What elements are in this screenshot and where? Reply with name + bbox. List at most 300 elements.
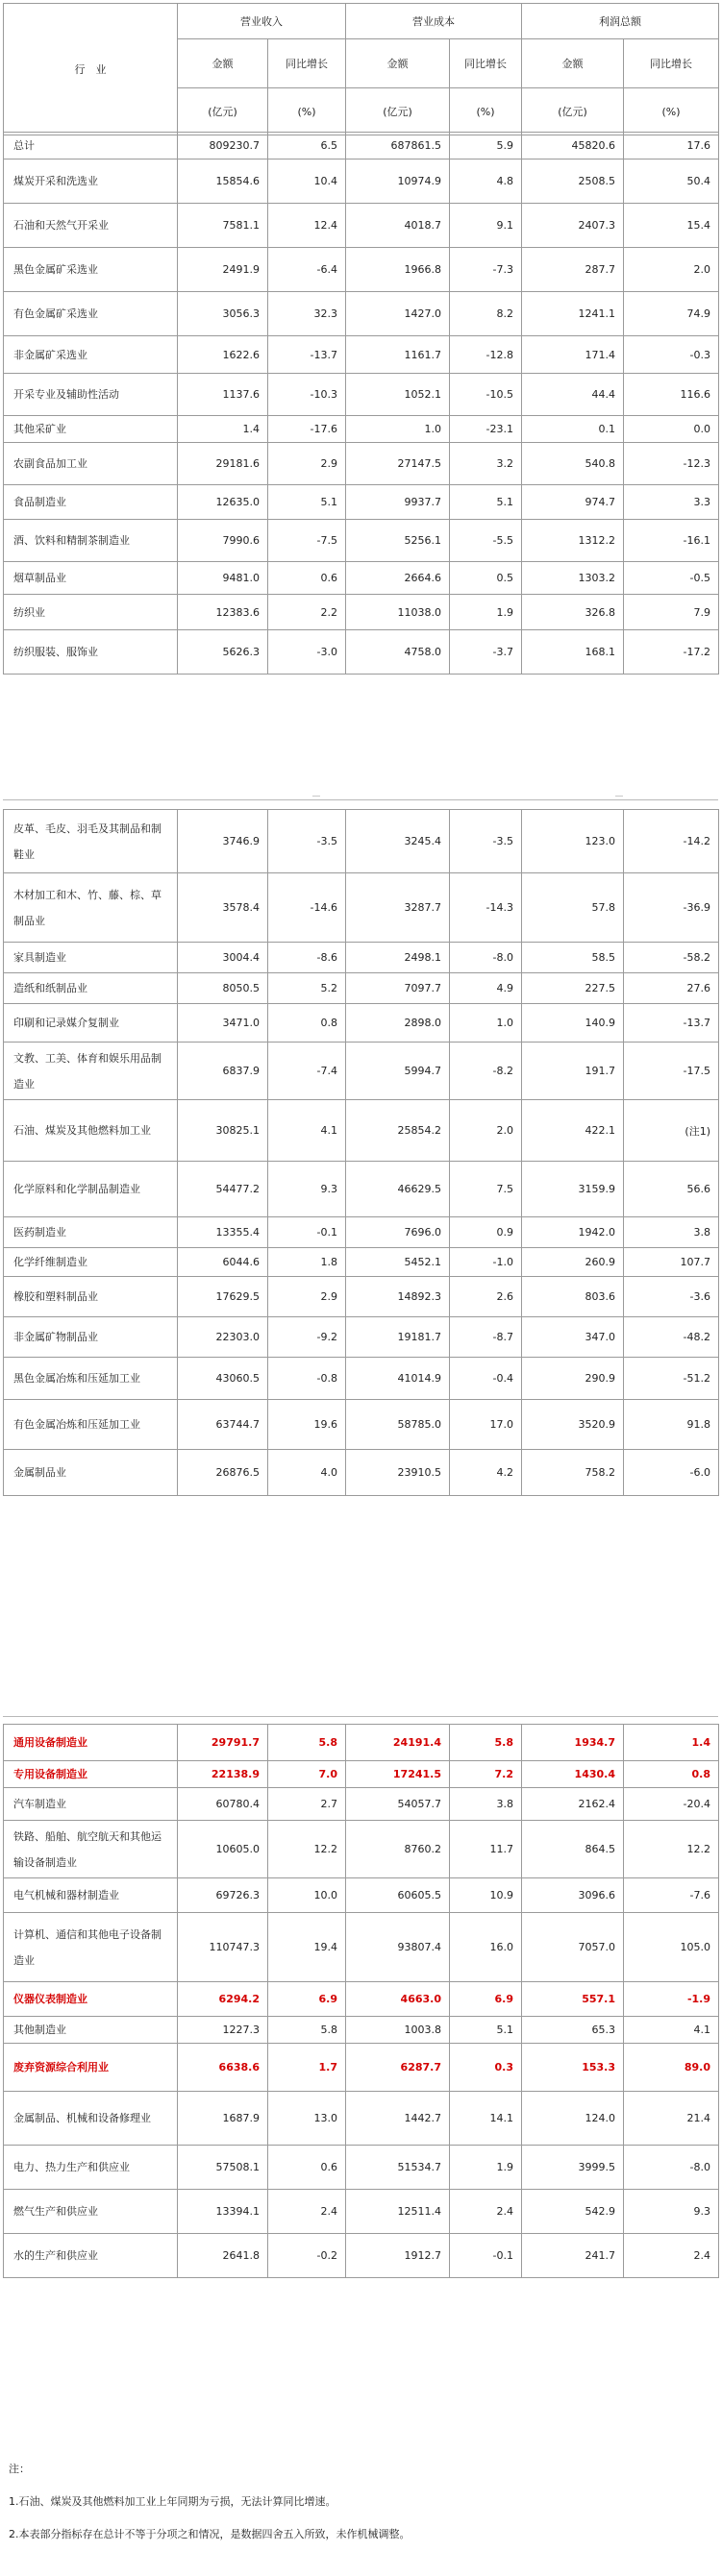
profit-amount: 123.0 [522, 810, 624, 873]
table-row [4, 1248, 719, 1277]
profit-amount: 45820.6 [522, 133, 624, 159]
note-item: 2.本表部分指标存在总计不等于分项之和情况，是数据四舍五入所致，未作机械调整。 [9, 2528, 411, 2540]
cost-amount: 1442.7 [346, 2092, 450, 2146]
cost-growth: 8.2 [450, 292, 522, 336]
profit-growth: -1.9 [624, 1982, 719, 2017]
profit-growth: 1.4 [624, 1725, 719, 1761]
profit-amount: 1942.0 [522, 1217, 624, 1248]
industry-name: 水的生产和供应业 [4, 2234, 178, 2278]
revenue-amount: 3746.9 [178, 810, 268, 873]
industry-name: 烟草制品业 [4, 562, 178, 595]
table-row [4, 1725, 719, 1761]
industry-name: 废弃资源综合利用业 [4, 2044, 178, 2092]
revenue-growth: -6.4 [268, 248, 346, 292]
revenue-amount: 5626.3 [178, 630, 268, 675]
profit-amount: 1241.1 [522, 292, 624, 336]
cost-amount: 687861.5 [346, 133, 450, 159]
revenue-amount: 7990.6 [178, 520, 268, 562]
profit-amount: 44.4 [522, 374, 624, 416]
table-row [4, 1162, 719, 1217]
revenue-growth: 10.4 [268, 159, 346, 204]
table-row [4, 973, 719, 1004]
industry-name: 总计 [4, 133, 178, 159]
revenue-amount: 29791.7 [178, 1725, 268, 1761]
profit-growth: -13.7 [624, 1004, 719, 1043]
cost-amount: 23910.5 [346, 1450, 450, 1496]
header-revenue: 营业收入 [178, 4, 346, 39]
industry-name: 家具制造业 [4, 943, 178, 973]
profit-amount: 1934.7 [522, 1725, 624, 1761]
profit-amount: 1430.4 [522, 1761, 624, 1788]
profit-growth: 107.7 [624, 1248, 719, 1277]
cost-amount: 19181.7 [346, 1317, 450, 1358]
revenue-growth: 9.3 [268, 1162, 346, 1217]
revenue-growth: -8.6 [268, 943, 346, 973]
header-unit-growth: (%) [268, 88, 346, 135]
revenue-amount: 12635.0 [178, 485, 268, 520]
profit-growth: 17.6 [624, 133, 719, 159]
table-row [4, 416, 719, 443]
page-break [0, 1712, 722, 1724]
profit-growth: 56.6 [624, 1162, 719, 1217]
header-growth: 同比增长 [450, 39, 522, 88]
table-row [4, 248, 719, 292]
industry-name: 煤炭开采和洗选业 [4, 159, 178, 204]
cost-growth: -8.0 [450, 943, 522, 973]
header-unit-amount: (亿元) [178, 88, 268, 135]
table-row [4, 443, 719, 485]
industry-name: 专用设备制造业 [4, 1761, 178, 1788]
table-row [4, 2092, 719, 2146]
profit-growth: 2.0 [624, 248, 719, 292]
cost-growth: 5.1 [450, 485, 522, 520]
industry-name: 文教、工美、体育和娱乐用品制造业 [4, 1043, 178, 1100]
revenue-growth: -17.6 [268, 416, 346, 443]
profit-growth: 3.8 [624, 1217, 719, 1248]
cost-amount: 5452.1 [346, 1248, 450, 1277]
table-row [4, 204, 719, 248]
industry-name: 橡胶和塑料制品业 [4, 1277, 178, 1317]
revenue-amount: 30825.1 [178, 1100, 268, 1162]
header-profit: 利润总额 [522, 4, 719, 39]
revenue-amount: 10605.0 [178, 1821, 268, 1878]
profit-growth: 2.4 [624, 2234, 719, 2278]
profit-growth: -58.2 [624, 943, 719, 973]
revenue-amount: 29181.6 [178, 443, 268, 485]
table-row [4, 485, 719, 520]
profit-amount: 260.9 [522, 1248, 624, 1277]
table-row [4, 1982, 719, 2017]
cost-growth: 6.9 [450, 1982, 522, 2017]
profit-growth: 105.0 [624, 1913, 719, 1982]
table-row [4, 292, 719, 336]
cost-growth: 2.0 [450, 1100, 522, 1162]
profit-amount: 347.0 [522, 1317, 624, 1358]
cost-amount: 12511.4 [346, 2190, 450, 2234]
revenue-growth: -0.2 [268, 2234, 346, 2278]
revenue-growth: 2.9 [268, 1277, 346, 1317]
header-cost: 营业成本 [346, 4, 522, 39]
revenue-amount: 6294.2 [178, 1982, 268, 2017]
industry-name: 非金属矿物制品业 [4, 1317, 178, 1358]
table-row [4, 2190, 719, 2234]
profit-growth: -12.3 [624, 443, 719, 485]
revenue-growth: 2.9 [268, 443, 346, 485]
profit-growth: -36.9 [624, 873, 719, 943]
header-growth: 同比增长 [268, 39, 346, 88]
revenue-amount: 13355.4 [178, 1217, 268, 1248]
revenue-growth: 10.0 [268, 1878, 346, 1913]
revenue-growth: -3.0 [268, 630, 346, 675]
profit-growth: 3.3 [624, 485, 719, 520]
industry-name: 电力、热力生产和供应业 [4, 2146, 178, 2190]
industry-name: 酒、饮料和精制茶制造业 [4, 520, 178, 562]
revenue-amount: 809230.7 [178, 133, 268, 159]
cost-growth: 0.9 [450, 1217, 522, 1248]
cost-amount: 5256.1 [346, 520, 450, 562]
revenue-amount: 13394.1 [178, 2190, 268, 2234]
note-item: 1.石油、煤炭及其他燃料加工业上年同期为亏损，无法计算同比增速。 [9, 2495, 336, 2508]
header-amount: 金额 [522, 39, 624, 88]
cost-growth: 14.1 [450, 2092, 522, 2146]
profit-amount: 2407.3 [522, 204, 624, 248]
industry-name: 食品制造业 [4, 485, 178, 520]
revenue-amount: 17629.5 [178, 1277, 268, 1317]
revenue-amount: 63744.7 [178, 1400, 268, 1450]
industry-name: 木材加工和木、竹、藤、棕、草制品业 [4, 873, 178, 943]
profit-growth: -17.2 [624, 630, 719, 675]
profit-growth: 27.6 [624, 973, 719, 1004]
cost-amount: 4758.0 [346, 630, 450, 675]
industry-name: 石油、煤炭及其他燃料加工业 [4, 1100, 178, 1162]
revenue-growth: 4.1 [268, 1100, 346, 1162]
revenue-growth: 4.0 [268, 1450, 346, 1496]
cost-growth: 1.9 [450, 2146, 522, 2190]
cost-amount: 14892.3 [346, 1277, 450, 1317]
profit-growth: 21.4 [624, 2092, 719, 2146]
cost-growth: 4.2 [450, 1450, 522, 1496]
industry-name: 农副食品加工业 [4, 443, 178, 485]
industry-name: 开采专业及辅助性活动 [4, 374, 178, 416]
revenue-growth: 1.7 [268, 2044, 346, 2092]
cost-growth: 1.9 [450, 595, 522, 630]
profit-growth: -20.4 [624, 1788, 719, 1821]
revenue-amount: 1227.3 [178, 2017, 268, 2044]
cost-growth: -1.0 [450, 1248, 522, 1277]
profit-amount: 540.8 [522, 443, 624, 485]
header-unit-growth: (%) [450, 88, 522, 135]
revenue-amount: 1687.9 [178, 2092, 268, 2146]
profit-amount: 864.5 [522, 1821, 624, 1878]
industry-name: 通用设备制造业 [4, 1725, 178, 1761]
revenue-amount: 2491.9 [178, 248, 268, 292]
cost-amount: 1912.7 [346, 2234, 450, 2278]
cost-growth: 16.0 [450, 1913, 522, 1982]
revenue-amount: 3004.4 [178, 943, 268, 973]
revenue-growth: -9.2 [268, 1317, 346, 1358]
revenue-growth: 19.6 [268, 1400, 346, 1450]
profit-growth: -17.5 [624, 1043, 719, 1100]
table-row [4, 1821, 719, 1878]
cost-growth: 2.4 [450, 2190, 522, 2234]
table-row [4, 1450, 719, 1496]
revenue-amount: 3056.3 [178, 292, 268, 336]
revenue-growth: 2.7 [268, 1788, 346, 1821]
profit-growth: 15.4 [624, 204, 719, 248]
profit-growth: -51.2 [624, 1358, 719, 1400]
profit-growth: -8.0 [624, 2146, 719, 2190]
header-unit-amount: (亿元) [346, 88, 450, 135]
revenue-growth: 0.8 [268, 1004, 346, 1043]
profit-amount: 140.9 [522, 1004, 624, 1043]
industry-name: 印刷和记录媒介复制业 [4, 1004, 178, 1043]
industry-table-part1 [3, 132, 719, 675]
header-amount: 金额 [346, 39, 450, 88]
profit-amount: 7057.0 [522, 1913, 624, 1982]
industry-name: 铁路、船舶、航空航天和其他运输设备制造业 [4, 1821, 178, 1878]
cost-amount: 1427.0 [346, 292, 450, 336]
revenue-growth: -0.1 [268, 1217, 346, 1248]
table-row [4, 1277, 719, 1317]
table-row [4, 2017, 719, 2044]
revenue-growth: -7.5 [268, 520, 346, 562]
industry-name: 仪器仪表制造业 [4, 1982, 178, 2017]
revenue-amount: 6837.9 [178, 1043, 268, 1100]
cost-growth: 7.2 [450, 1761, 522, 1788]
cost-growth: 3.2 [450, 443, 522, 485]
cost-growth: -5.5 [450, 520, 522, 562]
industry-table-part3 [3, 1724, 719, 2278]
profit-growth: (注1) [624, 1100, 719, 1162]
revenue-amount: 6638.6 [178, 2044, 268, 2092]
table-row [4, 1100, 719, 1162]
table-row [4, 2146, 719, 2190]
revenue-growth: 13.0 [268, 2092, 346, 2146]
industry-name: 其他制造业 [4, 2017, 178, 2044]
industry-name: 化学纤维制造业 [4, 1248, 178, 1277]
revenue-growth: 32.3 [268, 292, 346, 336]
table-row [4, 1358, 719, 1400]
revenue-growth: 6.5 [268, 133, 346, 159]
cost-growth: -3.7 [450, 630, 522, 675]
profit-amount: 241.7 [522, 2234, 624, 2278]
cost-growth: 3.8 [450, 1788, 522, 1821]
cost-growth: 5.9 [450, 133, 522, 159]
table-row [4, 1043, 719, 1100]
table-row [4, 159, 719, 204]
profit-amount: 287.7 [522, 248, 624, 292]
revenue-growth: 7.0 [268, 1761, 346, 1788]
profit-amount: 171.4 [522, 336, 624, 374]
industry-name: 化学原料和化学制品制造业 [4, 1162, 178, 1217]
cost-growth: 17.0 [450, 1400, 522, 1450]
cost-growth: -0.1 [450, 2234, 522, 2278]
revenue-growth: 12.2 [268, 1821, 346, 1878]
cost-growth: 11.7 [450, 1821, 522, 1878]
cost-amount: 60605.5 [346, 1878, 450, 1913]
revenue-amount: 8050.5 [178, 973, 268, 1004]
industry-name: 汽车制造业 [4, 1788, 178, 1821]
cost-amount: 7097.7 [346, 973, 450, 1004]
cost-amount: 2898.0 [346, 1004, 450, 1043]
profit-amount: 3159.9 [522, 1162, 624, 1217]
cost-growth: -8.7 [450, 1317, 522, 1358]
revenue-growth: 5.1 [268, 485, 346, 520]
industry-name: 有色金属矿采选业 [4, 292, 178, 336]
cost-amount: 58785.0 [346, 1400, 450, 1450]
profit-amount: 3096.6 [522, 1878, 624, 1913]
cost-growth: 7.5 [450, 1162, 522, 1217]
revenue-growth: 5.8 [268, 2017, 346, 2044]
profit-amount: 0.1 [522, 416, 624, 443]
revenue-amount: 110747.3 [178, 1913, 268, 1982]
profit-amount: 1303.2 [522, 562, 624, 595]
profit-growth: -48.2 [624, 1317, 719, 1358]
industry-name: 黑色金属矿采选业 [4, 248, 178, 292]
profit-growth: 9.3 [624, 2190, 719, 2234]
revenue-amount: 3471.0 [178, 1004, 268, 1043]
cost-growth: 4.9 [450, 973, 522, 1004]
cost-amount: 1003.8 [346, 2017, 450, 2044]
cost-growth: 9.1 [450, 204, 522, 248]
profit-amount: 803.6 [522, 1277, 624, 1317]
table-row [4, 1788, 719, 1821]
cost-amount: 7696.0 [346, 1217, 450, 1248]
table-row [4, 1878, 719, 1913]
industry-name: 电气机械和器材制造业 [4, 1878, 178, 1913]
revenue-growth: -13.7 [268, 336, 346, 374]
table-row [4, 1761, 719, 1788]
revenue-amount: 1622.6 [178, 336, 268, 374]
cost-growth: 0.3 [450, 2044, 522, 2092]
revenue-amount: 3578.4 [178, 873, 268, 943]
header-industry: 行 业 [4, 4, 178, 135]
cost-growth: -23.1 [450, 416, 522, 443]
revenue-growth: -10.3 [268, 374, 346, 416]
cost-growth: -3.5 [450, 810, 522, 873]
cost-growth: -0.4 [450, 1358, 522, 1400]
revenue-growth: 0.6 [268, 2146, 346, 2190]
cost-amount: 51534.7 [346, 2146, 450, 2190]
revenue-amount: 12383.6 [178, 595, 268, 630]
cost-amount: 3245.4 [346, 810, 450, 873]
profit-growth: 0.8 [624, 1761, 719, 1788]
cost-amount: 4018.7 [346, 204, 450, 248]
revenue-amount: 60780.4 [178, 1788, 268, 1821]
revenue-amount: 1.4 [178, 416, 268, 443]
revenue-amount: 69726.3 [178, 1878, 268, 1913]
profit-amount: 57.8 [522, 873, 624, 943]
revenue-growth: -0.8 [268, 1358, 346, 1400]
cost-growth: 5.8 [450, 1725, 522, 1761]
page-break [0, 796, 722, 809]
revenue-growth: -3.5 [268, 810, 346, 873]
revenue-growth: 0.6 [268, 562, 346, 595]
cost-growth: -8.2 [450, 1043, 522, 1100]
cost-growth: 10.9 [450, 1878, 522, 1913]
table-header [3, 3, 719, 135]
profit-amount: 191.7 [522, 1043, 624, 1100]
industry-name: 其他采矿业 [4, 416, 178, 443]
cost-amount: 1052.1 [346, 374, 450, 416]
revenue-amount: 9481.0 [178, 562, 268, 595]
profit-growth: 7.9 [624, 595, 719, 630]
cost-amount: 5994.7 [346, 1043, 450, 1100]
industry-name: 非金属矿采选业 [4, 336, 178, 374]
notes-title: 注： [9, 2463, 30, 2475]
table-row [4, 630, 719, 675]
table-row [4, 1317, 719, 1358]
table-row [4, 2234, 719, 2278]
table-row [4, 520, 719, 562]
table-row [4, 595, 719, 630]
profit-amount: 3999.5 [522, 2146, 624, 2190]
industry-table-part2 [3, 809, 719, 1496]
profit-amount: 153.3 [522, 2044, 624, 2092]
profit-growth: -7.6 [624, 1878, 719, 1913]
cost-amount: 93807.4 [346, 1913, 450, 1982]
profit-growth: 89.0 [624, 2044, 719, 2092]
cost-amount: 24191.4 [346, 1725, 450, 1761]
profit-growth: 74.9 [624, 292, 719, 336]
profit-growth: -0.3 [624, 336, 719, 374]
table-row [4, 336, 719, 374]
profit-growth: 0.0 [624, 416, 719, 443]
profit-amount: 422.1 [522, 1100, 624, 1162]
table-row [4, 810, 719, 873]
revenue-growth: 12.4 [268, 204, 346, 248]
cost-amount: 1966.8 [346, 248, 450, 292]
industry-name: 金属制品业 [4, 1450, 178, 1496]
revenue-growth: -7.4 [268, 1043, 346, 1100]
revenue-amount: 43060.5 [178, 1358, 268, 1400]
revenue-amount: 7581.1 [178, 204, 268, 248]
industry-name: 金属制品、机械和设备修理业 [4, 2092, 178, 2146]
revenue-growth: 19.4 [268, 1913, 346, 1982]
cost-amount: 11038.0 [346, 595, 450, 630]
revenue-amount: 57508.1 [178, 2146, 268, 2190]
revenue-amount: 54477.2 [178, 1162, 268, 1217]
cost-amount: 2498.1 [346, 943, 450, 973]
profit-amount: 227.5 [522, 973, 624, 1004]
revenue-amount: 15854.6 [178, 159, 268, 204]
profit-amount: 2508.5 [522, 159, 624, 204]
profit-growth: 12.2 [624, 1821, 719, 1878]
profit-growth: -3.6 [624, 1277, 719, 1317]
industry-name: 石油和天然气开采业 [4, 204, 178, 248]
revenue-amount: 22303.0 [178, 1317, 268, 1358]
table-row [4, 374, 719, 416]
cost-growth: 4.8 [450, 159, 522, 204]
profit-growth: -6.0 [624, 1450, 719, 1496]
revenue-growth: -14.6 [268, 873, 346, 943]
industry-name: 纺织业 [4, 595, 178, 630]
industry-name: 医药制造业 [4, 1217, 178, 1248]
table-row [4, 1400, 719, 1450]
table-row [4, 1004, 719, 1043]
revenue-amount: 6044.6 [178, 1248, 268, 1277]
profit-amount: 1312.2 [522, 520, 624, 562]
revenue-amount: 1137.6 [178, 374, 268, 416]
profit-growth: 50.4 [624, 159, 719, 204]
cost-amount: 2664.6 [346, 562, 450, 595]
cost-growth: 0.5 [450, 562, 522, 595]
cost-amount: 41014.9 [346, 1358, 450, 1400]
profit-amount: 2162.4 [522, 1788, 624, 1821]
industry-name: 有色金属冶炼和压延加工业 [4, 1400, 178, 1450]
profit-growth: -14.2 [624, 810, 719, 873]
industry-name: 皮革、毛皮、羽毛及其制品和制鞋业 [4, 810, 178, 873]
